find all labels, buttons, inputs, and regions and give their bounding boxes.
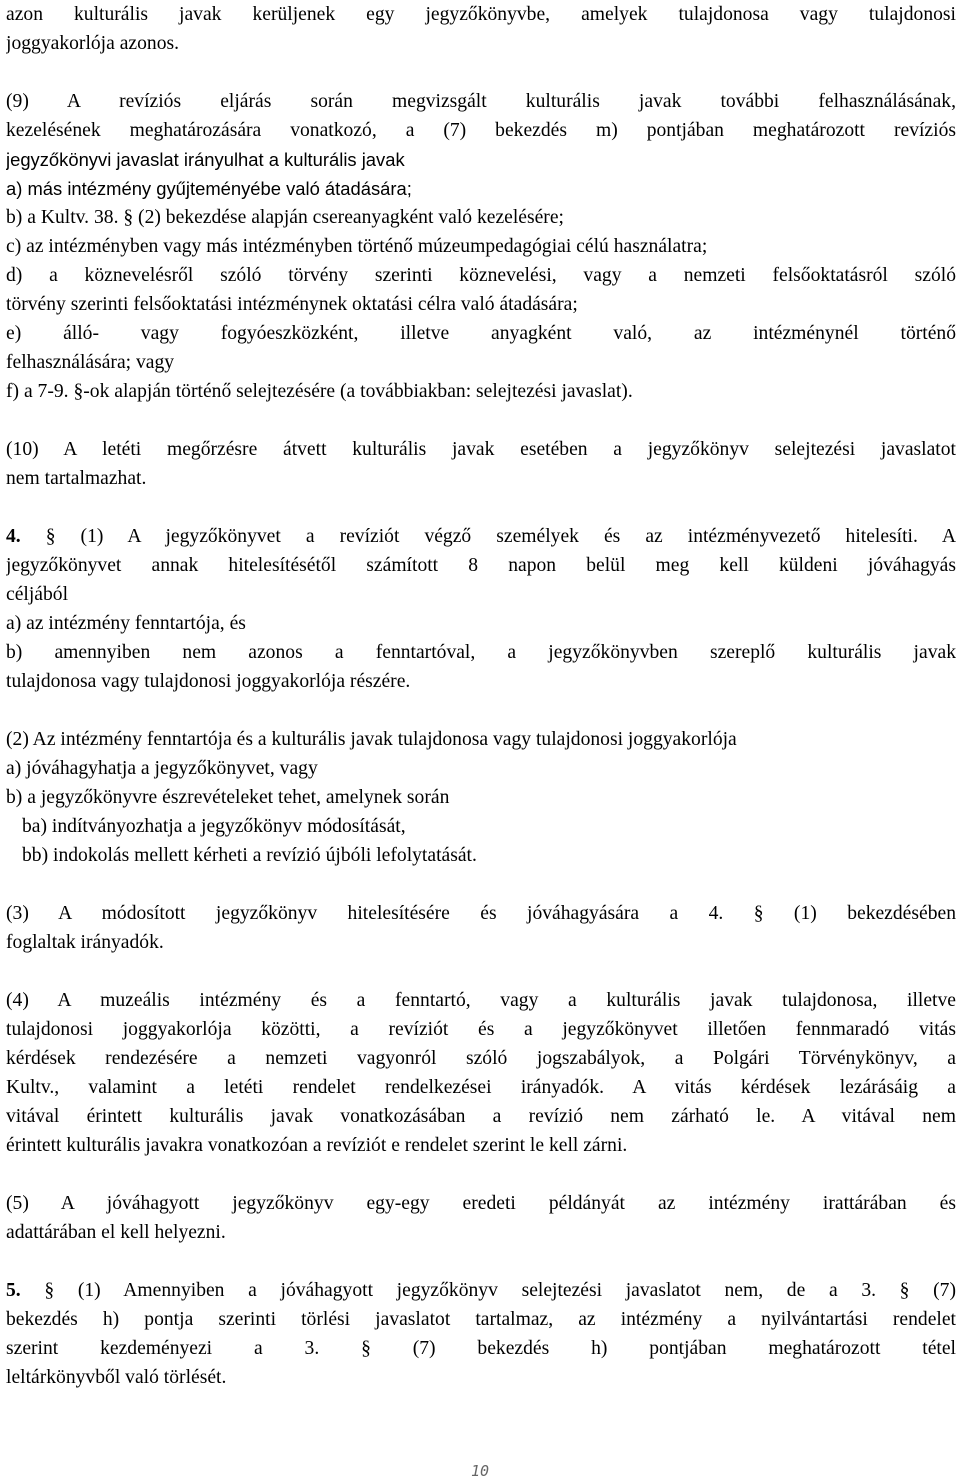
- text-line: vitával érintett kulturális javak vonatkozásában a revízió nem zárható le. A vitával nem: [6, 1106, 956, 1127]
- text-line: felhasználására; vagy: [6, 352, 175, 373]
- paragraph-gap: [6, 957, 956, 986]
- text-line: joggyakorlója azonos.: [6, 33, 180, 54]
- section-heading-line: [6, 1276, 956, 1305]
- paragraph-gap: [6, 58, 956, 87]
- text-line: b) amennyiben nem azonos a fenntartóval, a jegyzőkönyvben szereplő kulturális javak: [6, 642, 956, 663]
- text-line: tulajdonosa vagy tulajdonosi joggyakorlója részére.: [6, 671, 411, 692]
- text-line: törvény szerinti felsőoktatási intézménynek oktatási célra való átadására;: [6, 294, 578, 315]
- text-line: bb) indokolás mellett kérheti a revízió újbóli lefolytatását.: [22, 845, 477, 866]
- text-line: a) más intézmény gyűjteményébe való átadására;: [6, 178, 412, 199]
- text-line: bekezdés h) pontja szerinti törlési javaslatot tartalmaz, az intézmény a nyilvántartási rendelet: [6, 1309, 956, 1330]
- text-line: céljából: [6, 584, 69, 605]
- text-line: a) az intézmény fenntartója, és: [6, 613, 246, 634]
- text-line: f) a 7-9. §-ok alapján történő selejtezésére (a továbbiakban: selejtezési javaslat).: [6, 381, 633, 402]
- text-line: érintett kulturális javakra vonatkozóan a revíziót e rendelet szerint le kell zárni.: [6, 1135, 628, 1156]
- section-heading-line: [6, 522, 956, 551]
- text-line: d) a köznevelésről szóló törvény szerinti köznevelési, vagy a nemzeti felsőoktatásról szóló: [6, 265, 956, 286]
- text-line: leltárkönyvből való törlését.: [6, 1367, 227, 1388]
- text-line: szerint kezdeményezi a 3. § (7) bekezdés h) pontjában meghatározott tétel: [6, 1338, 956, 1359]
- text-line: kezelésének meghatározására vonatkozó, a (7) bekezdés m) pontjában meghatározott revíziós: [6, 120, 956, 141]
- text-line: tulajdonosi joggyakorlója közötti, a revíziót és a jegyzőkönyvet illetően fennmaradó vitás: [6, 1019, 956, 1040]
- text-line: nem tartalmazhat.: [6, 468, 147, 489]
- text-line: e) álló- vagy fogyóeszközként, illetve anyagként való, az intézménynél történő: [6, 323, 956, 344]
- text-line: (2) Az intézmény fenntartója és a kulturális javak tulajdonosa vagy tulajdonosi joggyakorlója: [6, 729, 737, 750]
- text-line: adattárában el kell helyezni.: [6, 1222, 226, 1243]
- text-line: (3) A módosított jegyzőkönyv hitelesítésére és jóváhagyására a 4. § (1) bekezdésében: [6, 903, 956, 924]
- page-number: 10: [470, 1462, 490, 1480]
- text-line: (5) A jóváhagyott jegyzőkönyv egy-egy eredeti példányát az intézmény irattárában és: [6, 1193, 956, 1214]
- paragraph-gap: [6, 493, 956, 522]
- text-line: b) a Kultv. 38. § (2) bekezdése alapján csereanyagként való kezelésére;: [6, 207, 564, 228]
- section-number: 4.: [6, 526, 21, 547]
- text-line: jegyzőkönyvet annak hitelesítésétől számított 8 napon belül meg kell küldeni jóváhagyás: [6, 555, 956, 576]
- text-line: c) az intézményben vagy más intézményben történő múzeumpedagógiai célú használatra;: [6, 236, 708, 257]
- text-line: § (1) Amennyiben a jóváhagyott jegyzőkönyv selejtezési javaslatot nem, de a 3. § (7): [20, 1280, 956, 1301]
- text-line: (9) A revíziós eljárás során megvizsgált kulturális javak további felhasználásának,: [6, 91, 956, 112]
- section-number: 5.: [6, 1280, 21, 1301]
- paragraph-gap: [6, 1160, 956, 1189]
- text-line: § (1) A jegyzőkönyvet a revíziót végző személyek és az intézményvezető hitelesíti. A: [20, 526, 956, 547]
- paragraph-gap: [6, 406, 956, 435]
- paragraph-gap: [6, 696, 956, 725]
- text-line: jegyzőkönyvi javaslat irányulhat a kulturális javak: [6, 149, 405, 170]
- text-line: foglaltak irányadók.: [6, 932, 164, 953]
- text-line: Kultv., valamint a letéti rendelet rendelkezései irányadók. A vitás kérdések lezárásáig a: [6, 1077, 956, 1098]
- text-line: azon kulturális javak kerüljenek egy jegyzőkönyvbe, amelyek tulajdonosa vagy tulajdonosi: [6, 4, 956, 25]
- paragraph-gap: [6, 870, 956, 899]
- text-line: (10) A letéti megőrzésre átvett kulturális javak esetében a jegyzőkönyv selejtezési javaslatot: [6, 439, 956, 460]
- text-line: (4) A muzeális intézmény és a fenntartó, vagy a kulturális javak tulajdonosa, illetve: [6, 990, 956, 1011]
- text-line: ba) indítványozhatja a jegyzőkönyv módosítását,: [22, 816, 406, 837]
- text-line: b) a jegyzőkönyvre észrevételeket tehet, amelynek során: [6, 787, 450, 808]
- text-line: a) jóváhagyhatja a jegyzőkönyvet, vagy: [6, 758, 318, 779]
- paragraph-gap: [6, 1247, 956, 1276]
- text-line: kérdések rendezésére a nemzeti vagyonról szóló jogszabályok, a Polgári Törvénykönyv, a: [6, 1048, 956, 1069]
